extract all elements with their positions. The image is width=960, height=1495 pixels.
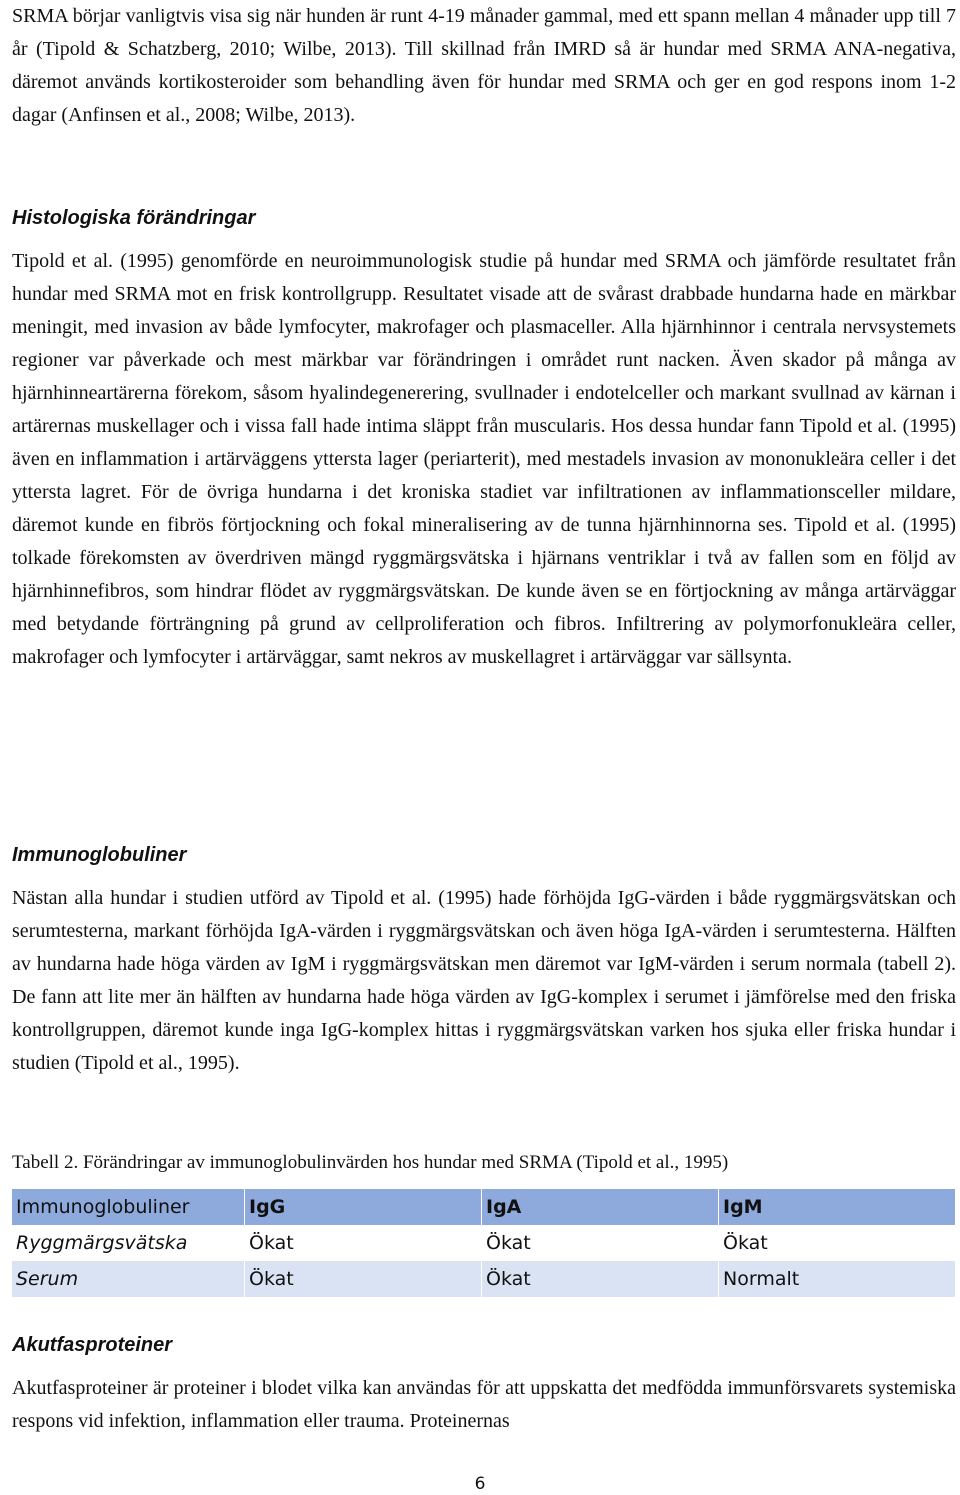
table-cell: Normalt — [719, 1261, 956, 1297]
table-row-label: Ryggmärgsvätska — [12, 1225, 245, 1261]
paragraph-intro: SRMA börjar vanligtvis visa sig när hunden är runt 4-19 månader gammal, med ett spann mellan 4 månader upp till 7 år (Tipold & Schatzberg, 2010; Wilbe, 2013). Till skillnad från IMRD så är hundar med SRMA ANA-negativa, däremot används kortikosteroider som behandling även för hundar med SRMA och ger en god respons inom 1-2 dagar (Anfinsen et al., 2008; Wilbe, 2013). — [12, 5, 956, 126]
table-header-cell: IgM — [719, 1189, 956, 1225]
page-number: 6 — [474, 1474, 486, 1494]
table-cell: Ökat — [482, 1225, 719, 1261]
table-cell: Ökat — [245, 1261, 482, 1297]
paragraph-histologiska: Tipold et al. (1995) genomförde en neuroimmunologisk studie på hundar med SRMA och jämförde resultatet från hundar med SRMA mot en frisk kontrollgrupp. Resultatet visade att de svårast drabbade hundarna hade en märkbar meningit, med invasion av både lymfocyter, makrofager och plasmaceller. Alla hjärnhinnor i centrala nervsystemets regioner var påverkade och mest märkbar var förändringen i området runt nacken. Även skador på många av hjärnhinneartärerna förekom, såsom hyalindegenerering, svullnader i endotelceller och markant svullnad av kärnan i artärernas muskellager och i vissa fall hade intima släppt från muscularis. Hos dessa hundar fann Tipold et al. (1995) även en inflammation i artärväggens yttersta lager (periarterit), med mestadels invasion av mononukleära celler i det yttersta lagret. För de övriga hundarna i det kroniska stadiet var infiltrationen av inflammationsceller mildare, däremot kunde en fibrös förtjockning och fokal mineralisering av de tunna hjärnhinnorna ses. Tipold et al. (1995) tolkade förekomsten av överdriven mängd ryggmärgsvätska i hjärnans ventriklar i två av fallen som en följd av hjärnhinnefibros, som hindrar flödet av ryggmärgsvätskan. De kunde även se en förtjockning av många artärväggar med betydande förträngning på grund av cellproliferation och fibros. Infiltrering av polymorfonukleära celler, makrofager och lymfocyter i artärväggar, samt nekros av muskellagret i artärväggar var sällsynta. — [12, 250, 956, 668]
immunoglobulin-table — [12, 1189, 956, 1297]
table-header-cell: IgA — [482, 1189, 719, 1225]
paragraph-akutfasproteiner: Akutfasproteiner är proteiner i blodet vilka kan användas för att uppskatta det medfödda immunförsvarets systemiska respons vid infektion, inflammation eller trauma. Proteinernas — [12, 1377, 956, 1432]
table-row-label: Serum — [12, 1261, 245, 1297]
table-cell: Ökat — [482, 1261, 719, 1297]
table-caption: Tabell 2. Förändringar av immunoglobulinvärden hos hundar med SRMA (Tipold et al., 1995) — [12, 1152, 729, 1173]
heading-histologiska: Histologiska förändringar — [12, 207, 256, 229]
table-cell: Ökat — [719, 1225, 956, 1261]
heading-akutfasproteiner: Akutfasproteiner — [12, 1334, 173, 1356]
table-cell: Ökat — [245, 1225, 482, 1261]
table-row — [12, 1225, 956, 1261]
table-header-row — [12, 1189, 956, 1225]
table-header-cell: Immunoglobuliner — [12, 1189, 245, 1225]
table-header-cell: IgG — [245, 1189, 482, 1225]
table-row — [12, 1261, 956, 1297]
paragraph-immunoglobuliner: Nästan alla hundar i studien utförd av Tipold et al. (1995) hade förhöjda IgG-värden i både ryggmärgsvätskan och serumtesterna, markant förhöjda IgA-värden i ryggmärgsvätskan och även höga IgA-värden i serumtesterna. Hälften av hundarna hade höga värden av IgM i ryggmärgsvätskan men däremot var IgM-värden i serum normala (tabell 2). De fann att lite mer än hälften av hundarna hade höga värden av IgG-komplex i serumet i jämförelse med den friska kontrollgruppen, däremot kunde inga IgG-komplex hittas i ryggmärgsvätskan varken hos sjuka eller friska hundar i studien (Tipold et al., 1995). — [12, 887, 956, 1074]
heading-immunoglobuliner: Immunoglobuliner — [12, 844, 187, 866]
